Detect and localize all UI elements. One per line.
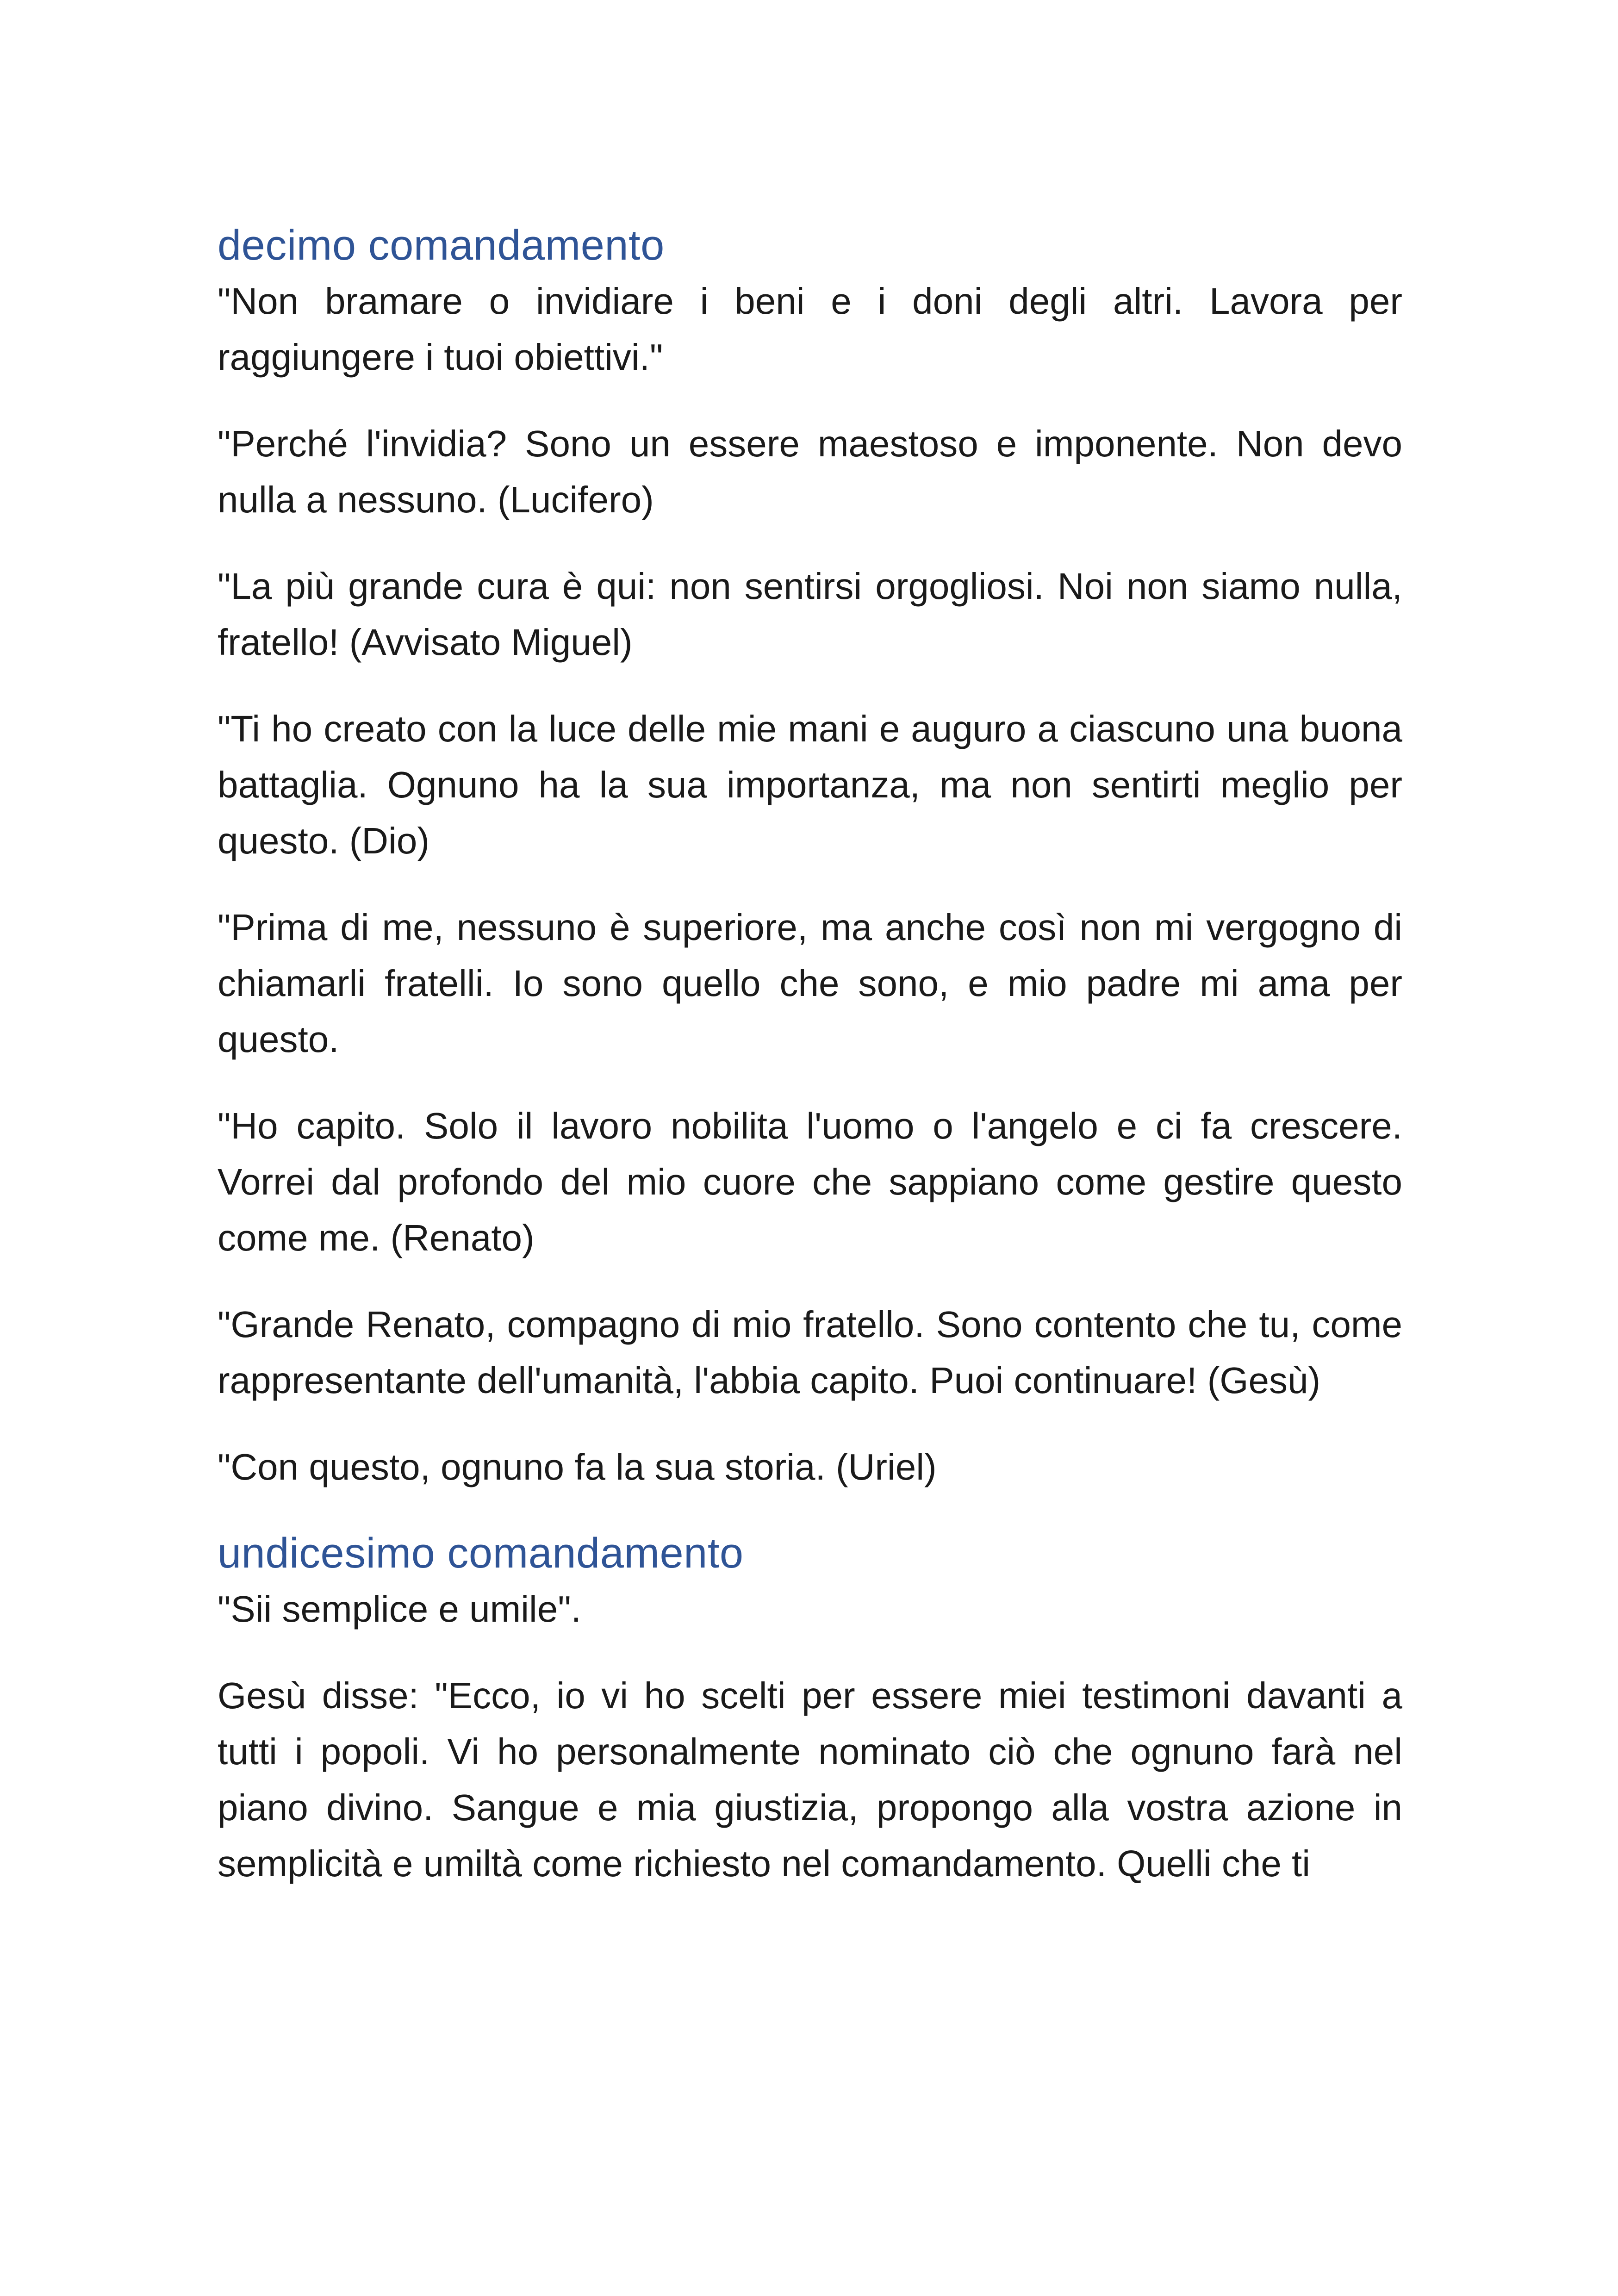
paragraph: "Con questo, ognuno fa la sua storia. (Uriel) bbox=[218, 1446, 937, 1487]
paragraph: "Ti ho creato con la luce delle mie mani e auguro a ciascuno una buona battaglia. Ognuno ha la sua importanza, ma non sentirti meglio per questo. (Dio) bbox=[218, 708, 1402, 861]
paragraph: "Sii semplice e umile". bbox=[218, 1588, 581, 1630]
paragraph: "Perché l'invidia? Sono un essere maestoso e imponente. Non devo nulla a nessuno. (Lucifero) bbox=[218, 423, 1402, 520]
paragraph: "La più grande cura è qui: non sentirsi orgogliosi. Noi non siamo nulla, fratello! (Avvisato Miguel) bbox=[218, 566, 1402, 663]
section-decimo-comandamento bbox=[218, 218, 1402, 1495]
section-heading: decimo comandamento bbox=[218, 222, 665, 269]
paragraph: "Grande Renato, compagno di mio fratello. Sono contento che tu, come rappresentante dell'umanità, l'abbia capito. Puoi continuare! (Gesù) bbox=[218, 1304, 1402, 1401]
section-undicesimo-comandamento bbox=[218, 1525, 1402, 1892]
section-heading: undicesimo comandamento bbox=[218, 1530, 744, 1577]
paragraph: "Non bramare o invidiare i beni e i doni degli altri. Lavora per raggiungere i tuoi obiettivi." bbox=[218, 280, 1402, 378]
paragraph: "Prima di me, nessuno è superiore, ma anche così non mi vergogno di chiamarli fratelli. Io sono quello che sono, e mio padre mi ama per questo. bbox=[218, 907, 1402, 1060]
document-page bbox=[218, 218, 1402, 1922]
paragraph: "Ho capito. Solo il lavoro nobilita l'uomo o l'angelo e ci fa crescere. Vorrei dal profondo del mio cuore che sappiano come gestire questo come me. (Renato) bbox=[218, 1105, 1402, 1258]
paragraph: Gesù disse: "Ecco, io vi ho scelti per essere miei testimoni davanti a tutti i popoli. Vi ho personalmente nominato ciò che ognuno farà nel piano divino. Sangue e mia giustizia, propongo alla vostra azione in semplicità e umiltà come richiesto nel comandamento. Quelli che ti bbox=[218, 1675, 1402, 1884]
